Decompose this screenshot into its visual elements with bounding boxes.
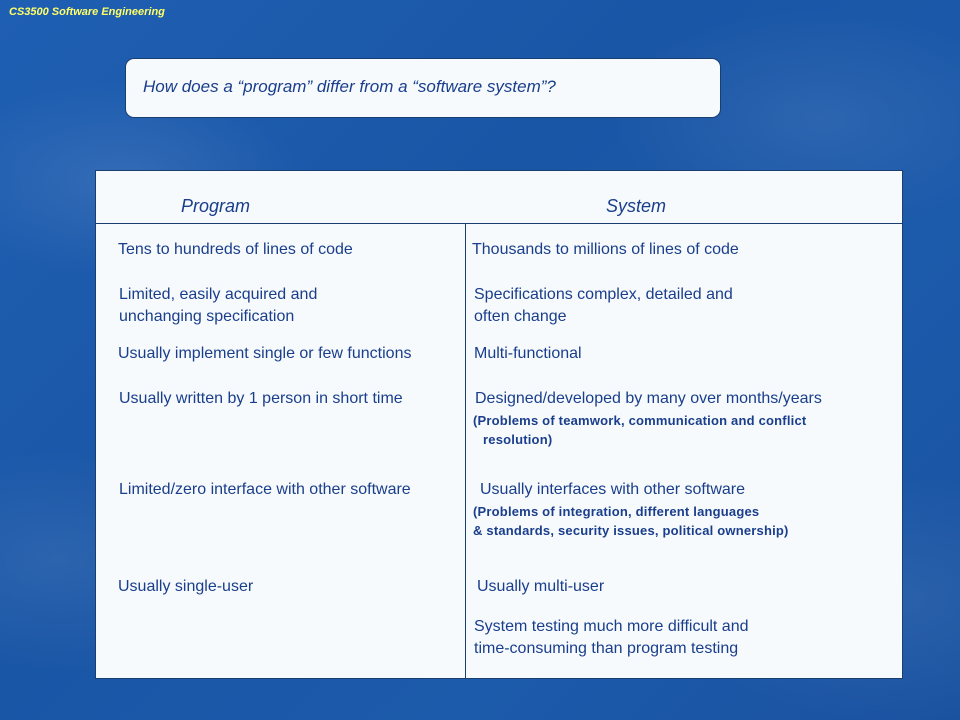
system-specification-line-1: Specifications complex, detailed and <box>474 286 733 303</box>
program-authorship: Usually written by 1 person in short time <box>119 390 403 407</box>
system-authorship-note-line-1: (Problems of teamwork, communication and conflict <box>473 413 807 428</box>
program-specification-line-2: unchanging specification <box>119 308 295 325</box>
system-users: Usually multi-user <box>477 578 605 595</box>
system-interfaces: Usually interfaces with other software <box>480 481 745 498</box>
system-functions: Multi-functional <box>474 345 582 362</box>
program-functions: Usually implement single or few functions <box>118 345 412 362</box>
question-box <box>125 58 721 118</box>
header-divider <box>96 223 902 224</box>
program-specification-line-1: Limited, easily acquired and <box>119 286 318 303</box>
system-specification-line-2: often change <box>474 308 567 325</box>
question-text: How does a “program” differ from a “software system”? <box>143 77 556 96</box>
program-users: Usually single-user <box>118 578 254 595</box>
system-testing-line-1: System testing much more difficult and <box>474 618 749 635</box>
system-interfaces-note-line-2: & standards, security issues, political ownership) <box>473 523 789 538</box>
system-interfaces-note-line-1: (Problems of integration, different languages <box>473 504 760 519</box>
column-divider <box>465 223 466 679</box>
comparison-table <box>95 170 903 679</box>
system-authorship: Designed/developed by many over months/years <box>475 390 822 407</box>
program-interfaces: Limited/zero interface with other software <box>119 481 411 498</box>
system-testing-line-2: time-consuming than program testing <box>474 640 739 657</box>
course-label: CS3500 Software Engineering <box>9 6 165 18</box>
system-authorship-note-line-2: resolution) <box>483 432 553 447</box>
column-header-system: System <box>606 196 667 216</box>
system-lines-of-code: Thousands to millions of lines of code <box>472 241 739 258</box>
column-header-program: Program <box>181 196 251 216</box>
program-lines-of-code: Tens to hundreds of lines of code <box>118 241 353 258</box>
